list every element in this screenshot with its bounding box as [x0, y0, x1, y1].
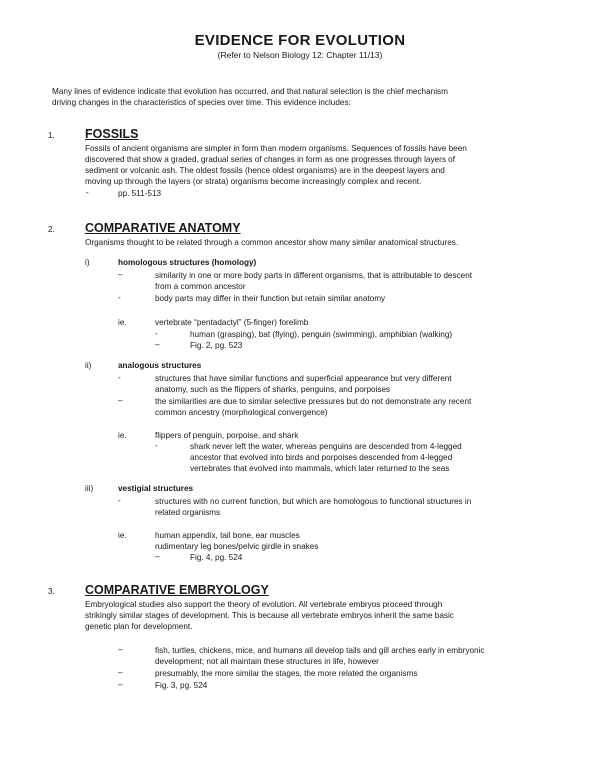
bullet-dash: – [118, 680, 123, 689]
figure-reference: Fig. 4, pg. 524 [190, 553, 243, 562]
bullet-dash: - [118, 373, 121, 382]
bullet-text: common ancestry (morphological convergence) [155, 408, 328, 417]
section-1-number: 1. [48, 131, 55, 140]
section-3-heading: COMPARATIVE EMBRYOLOGY [85, 583, 269, 597]
figure-reference: Fig. 3, pg. 524 [155, 681, 208, 690]
ie-label: ie. [118, 531, 127, 540]
example-detail: vertebrates that evolved into mammals, which later returned to the seas [190, 464, 450, 473]
ie-label: ie. [118, 318, 127, 327]
section-1-reference: pp. 511-513 [118, 189, 162, 198]
intro-line-1: Many lines of evidence indicate that evolution has occurred, and that natural selection is the chief mechanism [52, 87, 448, 96]
subsection-iii-number: iii) [85, 484, 94, 493]
bullet-dash: - [155, 329, 158, 338]
section-2-heading: COMPARATIVE ANATOMY [85, 221, 241, 235]
bullet-text: similarity in one or more body parts in different organisms, that is attributable to descent [155, 271, 473, 280]
bullet-text: structures with no current function, but which are homologous to functional structures in [155, 497, 472, 506]
example-detail: ancestor that evolved into birds and porpoises descended from 4-legged [190, 453, 453, 462]
figure-reference: Fig. 2, pg. 523 [190, 341, 243, 350]
bullet-text: related organisms [155, 508, 221, 517]
page-title: EVIDENCE FOR EVOLUTION [194, 32, 406, 49]
bullet-text: development; not all maintain these structures in life, however [155, 657, 379, 666]
section-1-line: sediment or volcanic ash. The oldest fossils (hence oldest organisms) are in the deepest layers and [85, 166, 445, 175]
bullet-text: structures that have similar functions and superficial appearance but very different [155, 374, 452, 383]
section-2-intro: Organisms thought to be related through a common ancestor show many similar anatomical structures. [85, 238, 459, 247]
example-text: human appendix, tail bone, ear muscles [155, 531, 300, 540]
bullet-text: the similarities are due to similar selective pressures but do not demonstrate any recent [155, 397, 472, 406]
page-subtitle: (Refer to Nelson Biology 12: Chapter 11/13) [217, 50, 383, 60]
bullet-dash: – [155, 340, 160, 349]
example-text: vertebrate “pentadactyl” (5-finger) forelimb [155, 318, 309, 327]
example-text: rudimentary leg bones/pelvic girdle in snakes [155, 542, 319, 551]
bullet-dash: - [118, 496, 121, 505]
bullet-text: fish, turtles, chickens, mice, and humans all develop tails and gill arches early in embryonic [155, 646, 485, 655]
bullet-dash: - [155, 441, 158, 450]
bullet-dash: – [118, 645, 123, 654]
bullet-text: body parts may differ in their function but retain similar anatomy [155, 294, 386, 303]
subsection-vestigial-heading: vestigial structures [118, 484, 194, 493]
section-3-line: Embryological studies also support the theory of evolution. All vertebrate embryos proceed through [85, 600, 443, 609]
section-3-line: genetic plan for development. [85, 622, 193, 631]
ie-label: ie. [118, 431, 127, 440]
bullet-dash: – [118, 668, 123, 677]
bullet-dash: – [155, 552, 160, 561]
subsection-homologous-heading: homologous structures (homology) [118, 258, 257, 267]
section-1-line: discovered that show a graded, gradual series of changes in form as one progresses through layers of [85, 155, 456, 164]
section-1-line: moving up through the layers (or strata) organisms become increasingly complex and recent. [85, 177, 422, 186]
section-2-number: 2. [48, 225, 55, 234]
example-text: flippers of penguin, porpoise, and shark [155, 431, 299, 440]
bullet-text: anatomy, such as the flippers of sharks, penguins, and porpoises [155, 385, 391, 394]
bullet-dash: – [118, 270, 123, 279]
subsection-ii-number: ii) [85, 361, 92, 370]
example-detail: human (grasping), bat (flying), penguin (swimming), amphibian (walking) [190, 330, 453, 339]
bullet-dash: – [118, 396, 123, 405]
section-1-line: Fossils of ancient organisms are simpler in form than modern organisms. Sequences of fossils have been [85, 144, 467, 153]
subsection-i-number: i) [85, 258, 90, 267]
example-detail: shark never left the water, whereas penguins are descended from 4-legged [190, 442, 462, 451]
bullet-dash: - [118, 293, 121, 302]
section-3-number: 3. [48, 587, 55, 596]
bullet-text: presumably, the more similar the stages, the more related the organisms [155, 669, 418, 678]
subsection-analogous-heading: analogous structures [118, 361, 202, 370]
section-1-heading: FOSSILS [85, 127, 139, 141]
intro-line-2: driving changes in the characteristics of species over time. This evidence includes: [52, 98, 351, 107]
section-3-line: strikingly similar stages of development. This is because all vertebrate embryos inherit the same basic [85, 611, 454, 620]
bullet-text: from a common ancestor [155, 282, 246, 291]
bullet-dash: - [86, 188, 89, 197]
